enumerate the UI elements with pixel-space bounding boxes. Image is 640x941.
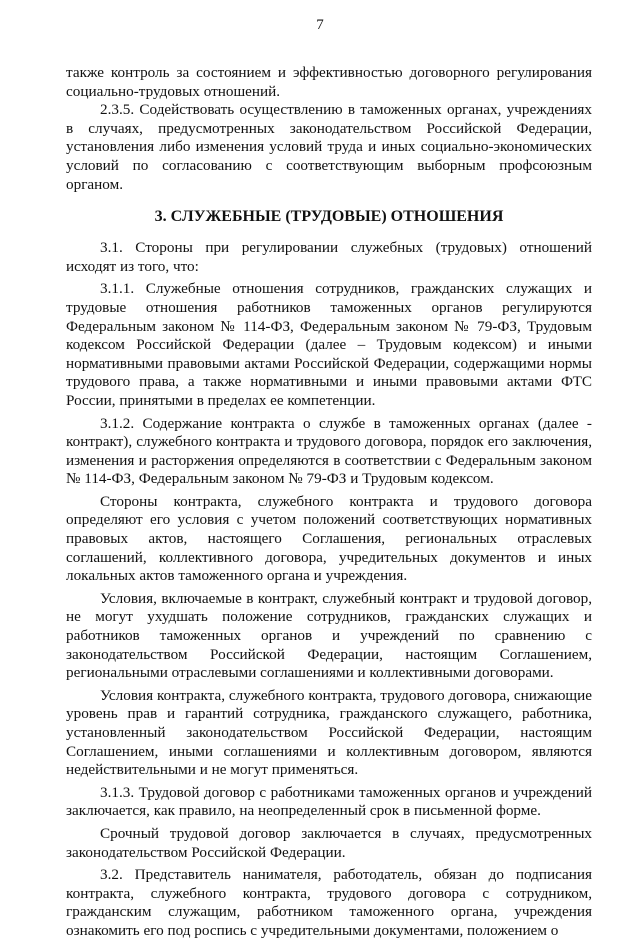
paragraph-3-1-3: 3.1.3. Трудовой договор с работниками таможенных органов и учреждений заключается, как правило, на неопределенный срок в письменной форме. [66, 783, 592, 820]
page-number: 7 [316, 17, 324, 33]
paragraph-contract-conditions: Условия, включаемые в контракт, служебный контракт и трудовой договор, не могут ухудшать положение сотрудников, гражданских служащих и работников таможенных органов и учреждений по сравнению с законодательством Российской Федерации, настоящим Соглашением, региональными отраслевыми соглашениями и коллективными договорами. [66, 589, 592, 682]
paragraph-3-1-1: 3.1.1. Служебные отношения сотрудников, гражданских служащих и трудовые отношения работников таможенных органов регулируются Федеральным законом № 114-ФЗ, Федеральным законом № 79-ФЗ, Трудовым кодексом Российской Федерации (далее – Трудовым кодексом) и иными нормативными правовыми актами Российской Федерации, содержащими нормы трудового права, а также нормативными и иными правовыми актами ФТС России, принятыми в пределах ее компетенции. [66, 280, 592, 409]
document-body [66, 64, 592, 941]
paragraph-contract-parties: Стороны контракта, служебного контракта и трудового договора определяют его условия с учетом положений соответствующих нормативных правовых актов, настоящего Соглашения, региональных отраслевых соглашений, коллективного договора, учредительных документов и иных локальных актов таможенного органа и учреждения. [66, 492, 592, 585]
paragraph-fixed-term: Срочный трудовой договор заключается в случаях, предусмотренных законодательством Российской Федерации. [66, 824, 592, 861]
paragraph-continuation: также контроль за состоянием и эффективностью договорного регулирования социально-трудовых отношений. [66, 64, 592, 100]
section-title: 3. СЛУЖЕБНЫЕ (ТРУДОВЫЕ) ОТНОШЕНИЯ [154, 208, 504, 226]
paragraph-3-2: 3.2. Представитель нанимателя, работодатель, обязан до подписания контракта, служебного контракта, трудового договора с сотрудником, гражданским служащим, работником таможенного органа, учреждения ознакомить его под роспись с учредительными документами, положением о [66, 866, 592, 939]
paragraph-2-3-5: 2.3.5. Содействовать осуществлению в таможенных органах, учреждениях в случаях, предусмотренных законодательством Российской Федерации, установления либо изменения условий труда и иных социально-экономических условий по согласованию с соответствующим выборным профсоюзным органом. [66, 101, 592, 193]
paragraph-invalid-conditions: Условия контракта, служебного контракта, трудового договора, снижающие уровень прав и гарантий сотрудника, гражданского служащего, работника, установленный законодательством Российской Федерации, настоящим Соглашением, иными соглашениями и коллективным договором, являются недействительными и не могут применяться. [66, 686, 592, 779]
paragraph-3-1: 3.1. Стороны при регулировании служебных (трудовых) отношений исходят из того, что: [66, 239, 592, 275]
paragraph-3-1-2: 3.1.2. Содержание контракта о службе в таможенных органах (далее - контракт), служебного контракта и трудового договора, порядок его заключения, изменения и расторжения определяются в соответствии с Федеральным законом № 114-ФЗ, Федеральным законом № 79-ФЗ и Трудовым кодексом. [66, 414, 592, 488]
